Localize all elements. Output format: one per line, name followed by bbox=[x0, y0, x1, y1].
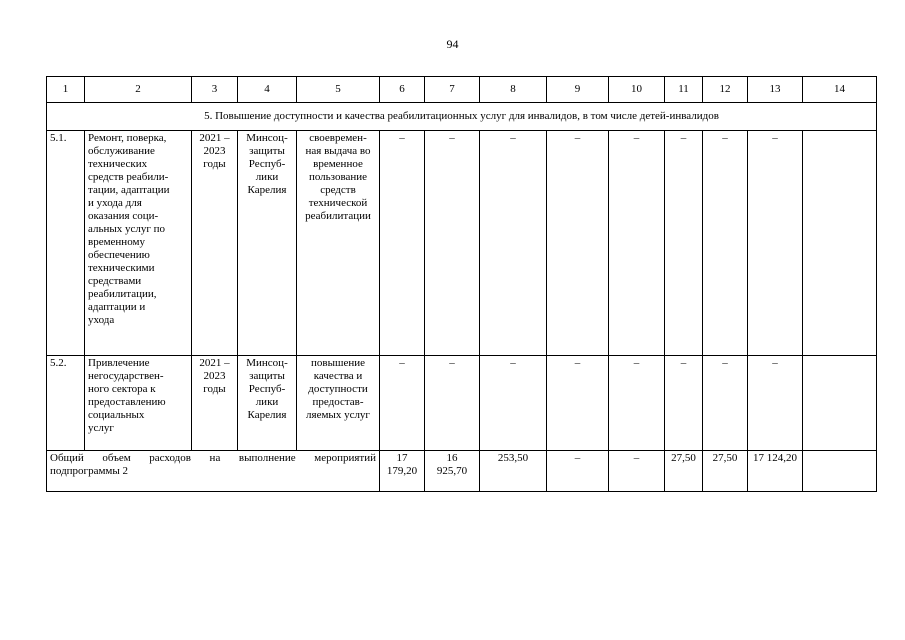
total-value-line: 17 bbox=[396, 452, 408, 464]
table-row bbox=[47, 131, 877, 356]
result-cell bbox=[297, 131, 380, 356]
value-cell: – bbox=[425, 356, 480, 451]
value-cell: – bbox=[547, 131, 609, 356]
executor-cell bbox=[238, 356, 297, 451]
total-value-line: 179,20 bbox=[386, 465, 418, 477]
result-line: технической bbox=[308, 197, 368, 209]
total-value: 27,50 bbox=[665, 451, 703, 492]
event-line: средствами bbox=[88, 275, 142, 287]
executor-line: защиты bbox=[249, 370, 285, 382]
executor-line: лики bbox=[255, 396, 279, 408]
column-number: 6 bbox=[380, 77, 425, 103]
event-line: ного сектора к bbox=[88, 383, 156, 395]
total-label bbox=[47, 451, 380, 492]
result-line: доступности bbox=[308, 383, 368, 395]
column-number: 11 bbox=[665, 77, 703, 103]
value-cell: – bbox=[609, 131, 665, 356]
executor-line: Карелия bbox=[247, 409, 287, 421]
row-number: 5.2. bbox=[47, 356, 85, 451]
result-line: предостав- bbox=[312, 396, 364, 408]
period-line: 2023 bbox=[203, 145, 226, 157]
value-cell bbox=[803, 131, 877, 356]
period-cell bbox=[192, 131, 238, 356]
column-number: 14 bbox=[803, 77, 877, 103]
value-cell: – bbox=[380, 356, 425, 451]
executor-line: лики bbox=[255, 171, 279, 183]
total-value bbox=[380, 451, 425, 492]
total-row bbox=[47, 451, 877, 492]
result-line: средств bbox=[320, 184, 356, 196]
period-line: годы bbox=[203, 383, 226, 395]
expenses-table bbox=[46, 76, 877, 492]
event-line: негосударствен- bbox=[88, 370, 164, 382]
result-line: ная выдача во bbox=[305, 145, 371, 157]
result-line: реабилитации bbox=[305, 210, 371, 222]
event-line: социальных bbox=[88, 409, 145, 421]
executor-line: Минсоц- bbox=[246, 357, 288, 369]
event-line: оказания соци- bbox=[88, 210, 159, 222]
value-cell: – bbox=[703, 356, 748, 451]
total-value bbox=[803, 451, 877, 492]
event-line: Привлечение bbox=[88, 357, 150, 369]
table-row bbox=[47, 356, 877, 451]
total-value: – bbox=[547, 451, 609, 492]
period-line: 2023 bbox=[203, 370, 226, 382]
event-line: тации, адаптации bbox=[88, 184, 170, 196]
executor-line: Респуб- bbox=[248, 383, 286, 395]
column-number: 12 bbox=[703, 77, 748, 103]
total-value: 17 124,20 bbox=[748, 451, 803, 492]
result-line: пользование bbox=[308, 171, 368, 183]
event-cell bbox=[85, 356, 192, 451]
total-value: 253,50 bbox=[480, 451, 547, 492]
column-number: 4 bbox=[238, 77, 297, 103]
result-line: повышение bbox=[311, 357, 365, 369]
value-cell: – bbox=[480, 356, 547, 451]
event-line: техническими bbox=[88, 262, 155, 274]
total-value bbox=[425, 451, 480, 492]
executor-line: Минсоц- bbox=[246, 132, 288, 144]
value-cell: – bbox=[748, 356, 803, 451]
column-number-row bbox=[47, 77, 877, 103]
executor-cell bbox=[238, 131, 297, 356]
event-line: и ухода для bbox=[88, 197, 142, 209]
value-cell: – bbox=[665, 131, 703, 356]
event-cell bbox=[85, 131, 192, 356]
value-cell: – bbox=[665, 356, 703, 451]
total-label-line: подпрограммы 2 bbox=[50, 465, 129, 477]
value-cell: – bbox=[425, 131, 480, 356]
column-number: 5 bbox=[297, 77, 380, 103]
executor-line: Респуб- bbox=[248, 158, 286, 170]
period-line: 2021 – bbox=[199, 357, 230, 369]
executor-line: Карелия bbox=[247, 184, 287, 196]
column-number: 9 bbox=[547, 77, 609, 103]
event-line: временному bbox=[88, 236, 145, 248]
executor-line: защиты bbox=[249, 145, 285, 157]
result-line: временное bbox=[313, 158, 363, 170]
event-line: обслуживание bbox=[88, 145, 155, 157]
event-line: ухода bbox=[88, 314, 115, 326]
value-cell: – bbox=[480, 131, 547, 356]
event-line: средств реабили- bbox=[88, 171, 169, 183]
value-cell: – bbox=[547, 356, 609, 451]
total-label-line: Общий объем расходов на выполнение мероприятий bbox=[50, 452, 376, 464]
total-value-line: 925,70 bbox=[436, 465, 468, 477]
column-number: 7 bbox=[425, 77, 480, 103]
column-number: 13 bbox=[748, 77, 803, 103]
event-line: технических bbox=[88, 158, 148, 170]
section-row bbox=[47, 103, 877, 131]
result-line: своевремен- bbox=[309, 132, 367, 144]
value-cell: – bbox=[748, 131, 803, 356]
section-title: 5. Повышение доступности и качества реабилитационных услуг для инвалидов, в том числе детей-инвалидов bbox=[47, 103, 877, 131]
period-line: годы bbox=[203, 158, 226, 170]
row-number: 5.1. bbox=[47, 131, 85, 356]
result-line: качества и bbox=[313, 370, 363, 382]
event-line: предоставлению bbox=[88, 396, 166, 408]
value-cell: – bbox=[703, 131, 748, 356]
column-number: 3 bbox=[192, 77, 238, 103]
total-value-line: 16 bbox=[446, 452, 458, 464]
total-value: – bbox=[609, 451, 665, 492]
column-number: 8 bbox=[480, 77, 547, 103]
result-line: ляемых услуг bbox=[306, 409, 370, 421]
event-line: адаптации и bbox=[88, 301, 146, 313]
event-line: альных услуг по bbox=[88, 223, 166, 235]
result-cell bbox=[297, 356, 380, 451]
value-cell: – bbox=[380, 131, 425, 356]
event-line: реабилитации, bbox=[88, 288, 157, 300]
period-cell bbox=[192, 356, 238, 451]
event-line: Ремонт, поверка, bbox=[88, 132, 167, 144]
column-number: 1 bbox=[47, 77, 85, 103]
column-number: 2 bbox=[85, 77, 192, 103]
column-number: 10 bbox=[609, 77, 665, 103]
page-number: 94 bbox=[446, 37, 459, 51]
value-cell bbox=[803, 356, 877, 451]
event-line: обеспечению bbox=[88, 249, 150, 261]
event-line: услуг bbox=[88, 422, 114, 434]
period-line: 2021 – bbox=[199, 132, 230, 144]
value-cell: – bbox=[609, 356, 665, 451]
total-value: 27,50 bbox=[703, 451, 748, 492]
